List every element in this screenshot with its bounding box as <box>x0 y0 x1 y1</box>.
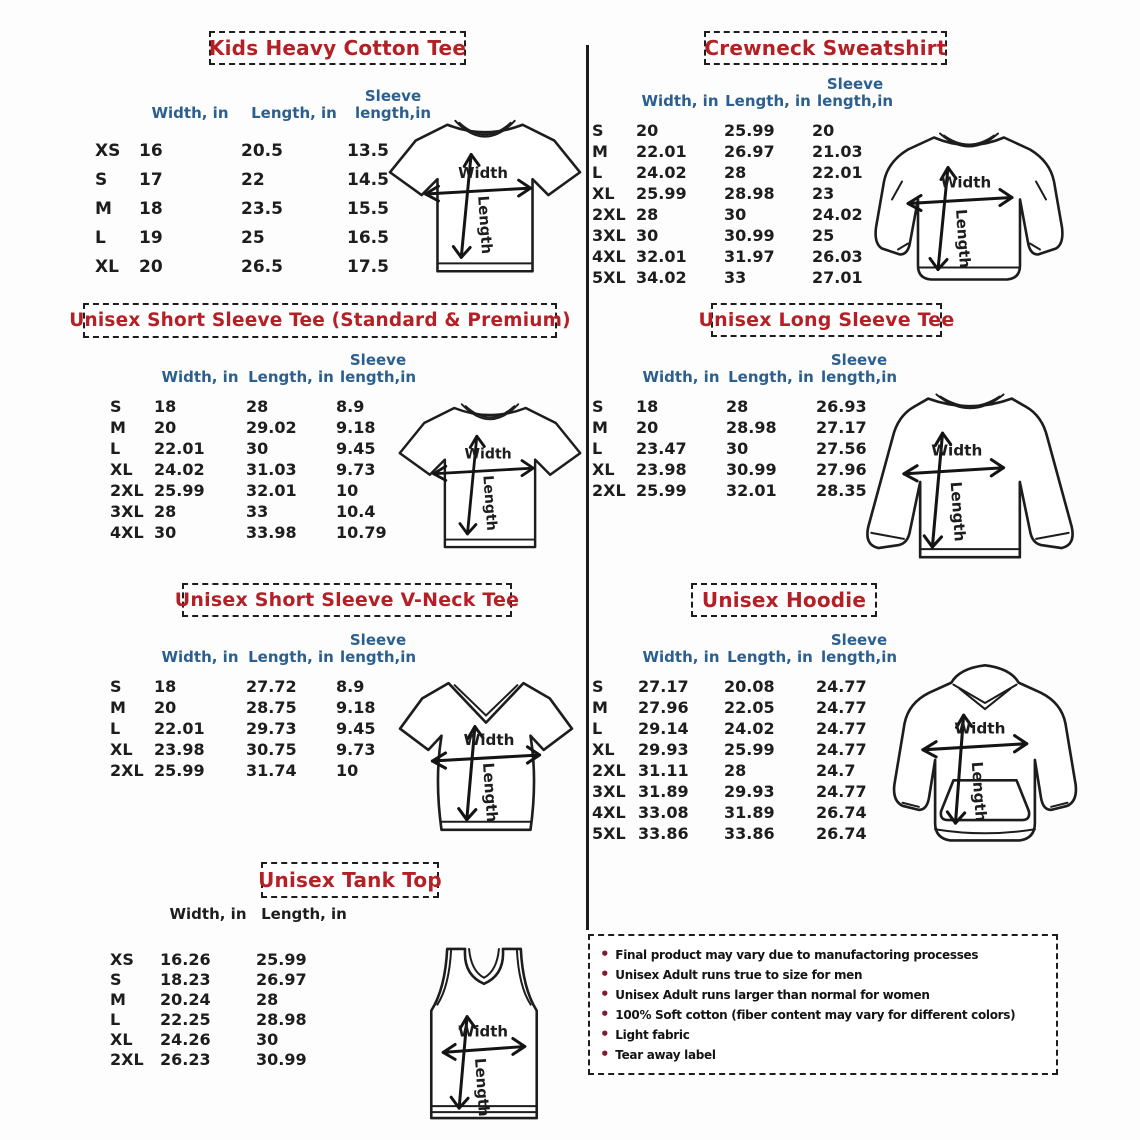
measurement-value: 10 <box>336 761 359 780</box>
measurement-value: 22.01 <box>636 142 687 161</box>
bullet-icon: • <box>600 1045 610 1063</box>
width-label: Width <box>931 441 983 460</box>
measurement-value: 26.97 <box>256 969 307 989</box>
size-row <box>592 676 902 697</box>
width-label: Width <box>464 446 512 463</box>
size-row <box>110 501 420 522</box>
table-header-row <box>110 901 352 923</box>
length-label: Length <box>471 1057 494 1118</box>
measurement-value: 15.5 <box>347 198 389 219</box>
measurement-value: 28 <box>724 163 747 182</box>
measurement-value: 23 <box>812 184 835 203</box>
note-item <box>600 1025 1046 1045</box>
measurement-value: 20 <box>812 121 835 140</box>
section-title-unisex-vneck-tee: Unisex Short Sleeve V-Neck Tee <box>182 583 512 617</box>
measurement-value: 31.89 <box>724 803 775 822</box>
measurement-value: 22.01 <box>812 163 863 182</box>
long-sleeve-tee-illustration <box>851 384 1090 583</box>
table-header-row <box>110 628 420 666</box>
measurement-value: 22.01 <box>154 439 205 458</box>
measurement-value: 33 <box>724 268 747 287</box>
note-item <box>600 985 1046 1005</box>
measurement-value: 30 <box>724 205 747 224</box>
measurement-value: 10.4 <box>336 502 376 521</box>
column-header: Sleeve length,in <box>820 351 898 387</box>
size-row <box>592 246 898 267</box>
measurement-value: 31.11 <box>638 761 689 780</box>
measurement-value: 20 <box>154 698 177 717</box>
measurement-value: 26.5 <box>241 256 283 277</box>
width-label: Width <box>463 730 515 749</box>
size-row <box>110 1029 352 1049</box>
measurement-value: 26.23 <box>160 1049 211 1069</box>
measurement-value: 34.02 <box>636 268 687 287</box>
measurement-value: 33.86 <box>724 824 775 843</box>
measurement-value: 28.35 <box>816 481 867 500</box>
size-row <box>110 1009 352 1029</box>
measurement-value: 24.02 <box>636 163 687 182</box>
note-text: Unisex Adult runs larger than normal for women <box>615 988 930 1002</box>
size-row <box>110 459 420 480</box>
measurement-value: 8.9 <box>336 677 365 696</box>
measurement-value: 24.77 <box>816 719 867 738</box>
measurement-value: 25.99 <box>724 121 775 140</box>
size-label: 2XL <box>110 1049 144 1069</box>
measurement-value: 28.98 <box>726 418 777 437</box>
measurement-value: 20 <box>139 256 163 277</box>
tank-top-illustration <box>419 941 549 1135</box>
size-label: 2XL <box>592 481 626 500</box>
measurement-value: 31.97 <box>724 247 775 266</box>
size-label: 2XL <box>592 205 626 224</box>
size-row <box>592 802 902 823</box>
note-text: Final product may vary due to manufactoring processes <box>615 948 979 962</box>
size-row <box>110 949 352 969</box>
size-row <box>110 697 420 718</box>
size-label: S <box>592 397 604 416</box>
measurement-value: 20 <box>636 121 659 140</box>
measurement-value: 23.5 <box>241 198 283 219</box>
measurement-value: 28 <box>256 989 279 1009</box>
size-row <box>110 396 420 417</box>
measurement-value: 25.99 <box>154 761 205 780</box>
measurement-value: 27.17 <box>816 418 867 437</box>
measurement-value: 27.96 <box>638 698 689 717</box>
column-header: Length, in <box>248 648 334 667</box>
crewneck-sweatshirt-illustration <box>860 122 1078 300</box>
section-title-unisex-hoodie: Unisex Hoodie <box>691 583 877 617</box>
measurement-value: 18 <box>154 397 177 416</box>
measurement-value: 28.98 <box>256 1009 307 1029</box>
size-label: XL <box>592 460 615 479</box>
measurement-value: 32.01 <box>246 481 297 500</box>
measurement-value: 17 <box>139 169 163 190</box>
measurement-value: 9.73 <box>336 740 376 759</box>
column-header: Width, in <box>642 648 720 667</box>
size-label: L <box>592 719 603 738</box>
measurement-value: 17.5 <box>347 256 389 277</box>
section-title-crewneck-sweatshirt: Crewneck Sweatshirt <box>704 31 947 65</box>
note-item <box>600 945 1046 965</box>
measurement-value: 25.99 <box>154 481 205 500</box>
size-label: 5XL <box>592 824 626 843</box>
size-label: XS <box>95 140 121 161</box>
length-label: Length <box>952 208 975 269</box>
size-label: L <box>110 1009 121 1029</box>
measurement-value: 31.03 <box>246 460 297 479</box>
size-label: S <box>110 677 122 696</box>
size-row <box>592 697 902 718</box>
measurement-value: 19 <box>139 227 163 248</box>
measurement-value: 16.5 <box>347 227 389 248</box>
measurement-value: 25 <box>241 227 265 248</box>
width-label: Width <box>458 1022 508 1041</box>
note-text: Unisex Adult runs true to size for men <box>615 968 863 982</box>
size-row <box>592 120 898 141</box>
size-label: XL <box>592 184 615 203</box>
column-header: Width, in <box>641 92 719 111</box>
size-label: S <box>95 169 108 190</box>
size-row <box>592 718 902 739</box>
measurement-value: 28 <box>724 761 747 780</box>
size-label: XL <box>110 1029 133 1049</box>
bullet-icon: • <box>600 985 610 1003</box>
section-title-kids-heavy-cotton-tee: Kids Heavy Cotton Tee <box>209 31 466 65</box>
size-label: S <box>592 121 604 140</box>
size-row <box>592 183 898 204</box>
size-label: 3XL <box>592 226 626 245</box>
column-header: Sleeve length,in <box>339 631 417 667</box>
column-header: Sleeve length,in <box>339 351 417 387</box>
measurement-value: 22.25 <box>160 1009 211 1029</box>
size-label: L <box>110 439 121 458</box>
measurement-value: 33 <box>246 502 269 521</box>
measurement-value: 23.47 <box>636 439 687 458</box>
column-header: Width, in <box>169 905 247 924</box>
bullet-icon: • <box>600 965 610 983</box>
size-label: L <box>592 163 603 182</box>
measurement-value: 25 <box>812 226 835 245</box>
measurement-value: 25.99 <box>636 184 687 203</box>
size-row <box>110 438 420 459</box>
width-label: Width <box>458 164 508 183</box>
measurement-value: 26.03 <box>812 247 863 266</box>
measurement-value: 33.08 <box>638 803 689 822</box>
column-header: Length, in <box>248 368 334 387</box>
measurement-value: 20.24 <box>160 989 211 1009</box>
measurement-value: 27.72 <box>246 677 297 696</box>
column-header: Sleeve length,in <box>816 75 894 111</box>
product-notes-box <box>588 934 1058 1075</box>
size-label: M <box>110 989 126 1009</box>
size-label: 2XL <box>592 761 626 780</box>
measurement-value: 9.18 <box>336 418 376 437</box>
measurement-value: 29.93 <box>724 782 775 801</box>
measurement-value: 24.77 <box>816 740 867 759</box>
size-row <box>110 1049 352 1069</box>
measurement-value: 20.08 <box>724 677 775 696</box>
note-text: Tear away label <box>615 1048 716 1062</box>
measurement-value: 24.7 <box>816 761 856 780</box>
measurement-value: 29.93 <box>638 740 689 759</box>
measurement-value: 28 <box>246 397 269 416</box>
measurement-value: 30.99 <box>724 226 775 245</box>
note-item <box>600 1045 1046 1065</box>
measurement-value: 23.98 <box>636 460 687 479</box>
measurement-value: 30 <box>256 1029 279 1049</box>
measurement-value: 22.05 <box>724 698 775 717</box>
size-row <box>592 739 902 760</box>
size-label: XL <box>95 256 119 277</box>
measurement-value: 9.45 <box>336 439 376 458</box>
size-row <box>592 204 898 225</box>
size-row <box>110 417 420 438</box>
measurement-value: 24.02 <box>154 460 205 479</box>
measurement-value: 18 <box>636 397 659 416</box>
size-row <box>110 718 420 739</box>
measurement-value: 28 <box>636 205 659 224</box>
measurement-value: 9.73 <box>336 460 376 479</box>
crewneck-sweatshirt-table <box>592 72 898 288</box>
measurement-value: 24.77 <box>816 677 867 696</box>
measurement-value: 30.99 <box>726 460 777 479</box>
size-row <box>110 760 420 781</box>
measurement-value: 16.26 <box>160 949 211 969</box>
size-label: L <box>592 439 603 458</box>
column-header: Width, in <box>161 648 239 667</box>
measurement-value: 31.89 <box>638 782 689 801</box>
measurement-value: 21.03 <box>812 142 863 161</box>
size-row <box>110 480 420 501</box>
length-label: Length <box>479 474 500 532</box>
hoodie-illustration <box>872 656 1098 865</box>
measurement-value: 30.99 <box>256 1049 307 1069</box>
table-header-row <box>592 628 902 666</box>
size-label: M <box>110 418 126 437</box>
column-header: Length, in <box>725 92 811 111</box>
section-title-unisex-short-sleeve-tee: Unisex Short Sleeve Tee (Standard & Premium) <box>83 303 557 338</box>
bullet-icon: • <box>600 1025 610 1043</box>
measurement-value: 18.23 <box>160 969 211 989</box>
measurement-value: 25.99 <box>724 740 775 759</box>
size-label: M <box>95 198 112 219</box>
size-label: XL <box>110 460 133 479</box>
measurement-value: 30 <box>726 439 749 458</box>
unisex-tee-illustration <box>396 390 584 566</box>
measurement-value: 30 <box>636 226 659 245</box>
measurement-value: 13.5 <box>347 140 389 161</box>
size-row <box>592 267 898 288</box>
column-header: Length, in <box>251 104 337 123</box>
measurement-value: 26.74 <box>816 824 867 843</box>
measurement-value: 29.14 <box>638 719 689 738</box>
size-label: 3XL <box>110 502 144 521</box>
note-text: 100% Soft cotton (fiber content may vary for different colors) <box>615 1008 1016 1022</box>
measurement-value: 24.77 <box>816 782 867 801</box>
measurement-value: 26.97 <box>724 142 775 161</box>
measurement-value: 25.99 <box>636 481 687 500</box>
width-label: Width <box>940 173 992 192</box>
measurement-value: 25.99 <box>256 949 307 969</box>
size-label: 4XL <box>592 803 626 822</box>
bullet-icon: • <box>600 1005 610 1023</box>
size-row <box>592 760 902 781</box>
measurement-value: 8.9 <box>336 397 365 416</box>
measurement-value: 32.01 <box>636 247 687 266</box>
measurement-value: 22 <box>241 169 265 190</box>
column-header: Length, in <box>261 905 347 924</box>
measurement-value: 29.73 <box>246 719 297 738</box>
size-label: S <box>110 969 122 989</box>
measurement-value: 16 <box>139 140 163 161</box>
measurement-value: 22.01 <box>154 719 205 738</box>
measurement-value: 23.98 <box>154 740 205 759</box>
table-header-row <box>592 72 898 110</box>
measurement-value: 9.18 <box>336 698 376 717</box>
measurement-value: 26.74 <box>816 803 867 822</box>
size-row <box>592 823 902 844</box>
measurement-value: 29.02 <box>246 418 297 437</box>
measurement-value: 24.77 <box>816 698 867 717</box>
measurement-value: 33.98 <box>246 523 297 542</box>
size-label: 3XL <box>592 782 626 801</box>
size-label: 2XL <box>110 481 144 500</box>
measurement-value: 10.79 <box>336 523 387 542</box>
size-label: M <box>592 418 608 437</box>
size-label: XL <box>592 740 615 759</box>
size-row <box>110 522 420 543</box>
measurement-value: 20 <box>154 418 177 437</box>
bullet-icon: • <box>600 945 610 963</box>
measurement-value: 31.74 <box>246 761 297 780</box>
measurement-value: 24.26 <box>160 1029 211 1049</box>
length-label: Length <box>474 195 497 255</box>
size-label: S <box>110 397 122 416</box>
column-header: Sleeve length,in <box>354 87 432 123</box>
measurement-value: 27.96 <box>816 460 867 479</box>
table-header-row <box>110 348 420 386</box>
size-label: L <box>110 719 121 738</box>
size-label: M <box>110 698 126 717</box>
size-label: L <box>95 227 106 248</box>
note-text: Light fabric <box>615 1028 690 1042</box>
column-divider <box>586 45 589 930</box>
size-row <box>110 969 352 989</box>
size-label: XL <box>110 740 133 759</box>
column-header: Width, in <box>642 368 720 387</box>
unisex-hoodie-table <box>592 628 902 844</box>
size-row <box>592 162 898 183</box>
size-label: XS <box>110 949 134 969</box>
measurement-value: 30.75 <box>246 740 297 759</box>
measurement-value: 24.02 <box>812 205 863 224</box>
measurement-value: 27.01 <box>812 268 863 287</box>
length-label: Length <box>946 480 969 543</box>
size-row <box>110 676 420 697</box>
column-header: Sleeve length,in <box>820 631 898 667</box>
measurement-value: 18 <box>154 677 177 696</box>
size-label: 4XL <box>110 523 144 542</box>
size-row <box>592 141 898 162</box>
measurement-value: 20.5 <box>241 140 283 161</box>
size-label: M <box>592 142 608 161</box>
kids-tee-illustration <box>386 106 584 291</box>
vneck-tee-illustration <box>398 668 575 848</box>
measurement-value: 30 <box>246 439 269 458</box>
measurement-value: 24.02 <box>724 719 775 738</box>
table-header-row <box>592 348 902 386</box>
measurement-value: 20 <box>636 418 659 437</box>
column-header: Width, in <box>161 368 239 387</box>
measurement-value: 9.45 <box>336 719 376 738</box>
length-label: Length <box>478 762 502 823</box>
size-label: 4XL <box>592 247 626 266</box>
size-label: 5XL <box>592 268 626 287</box>
column-header: Width, in <box>151 104 229 123</box>
measurement-value: 30 <box>154 523 177 542</box>
size-label: S <box>592 677 604 696</box>
section-title-unisex-tank-top: Unisex Tank Top <box>261 862 439 898</box>
column-header: Length, in <box>728 368 814 387</box>
measurement-value: 28 <box>726 397 749 416</box>
measurement-value: 27.56 <box>816 439 867 458</box>
measurement-value: 28.98 <box>724 184 775 203</box>
measurement-value: 28 <box>154 502 177 521</box>
size-label: 2XL <box>110 761 144 780</box>
unisex-vneck-tee-table <box>110 628 420 781</box>
length-label: Length <box>967 761 990 823</box>
unisex-tank-top-table <box>110 901 352 1069</box>
measurement-value: 32.01 <box>726 481 777 500</box>
measurement-value: 26.93 <box>816 397 867 416</box>
column-header: Length, in <box>727 648 813 667</box>
size-row <box>592 225 898 246</box>
measurement-value: 28.75 <box>246 698 297 717</box>
measurement-value: 10 <box>336 481 359 500</box>
measurement-value: 18 <box>139 198 163 219</box>
size-row <box>110 739 420 760</box>
width-label: Width <box>954 719 1006 738</box>
section-title-unisex-long-sleeve-tee: Unisex Long Sleeve Tee <box>711 303 942 337</box>
measurement-value: 33.86 <box>638 824 689 843</box>
measurement-value: 27.17 <box>638 677 689 696</box>
measurement-value: 14.5 <box>347 169 389 190</box>
size-row <box>592 781 902 802</box>
size-row <box>110 989 352 1009</box>
note-item <box>600 1005 1046 1025</box>
note-item <box>600 965 1046 985</box>
size-label: M <box>592 698 608 717</box>
unisex-short-sleeve-tee-table <box>110 348 420 543</box>
